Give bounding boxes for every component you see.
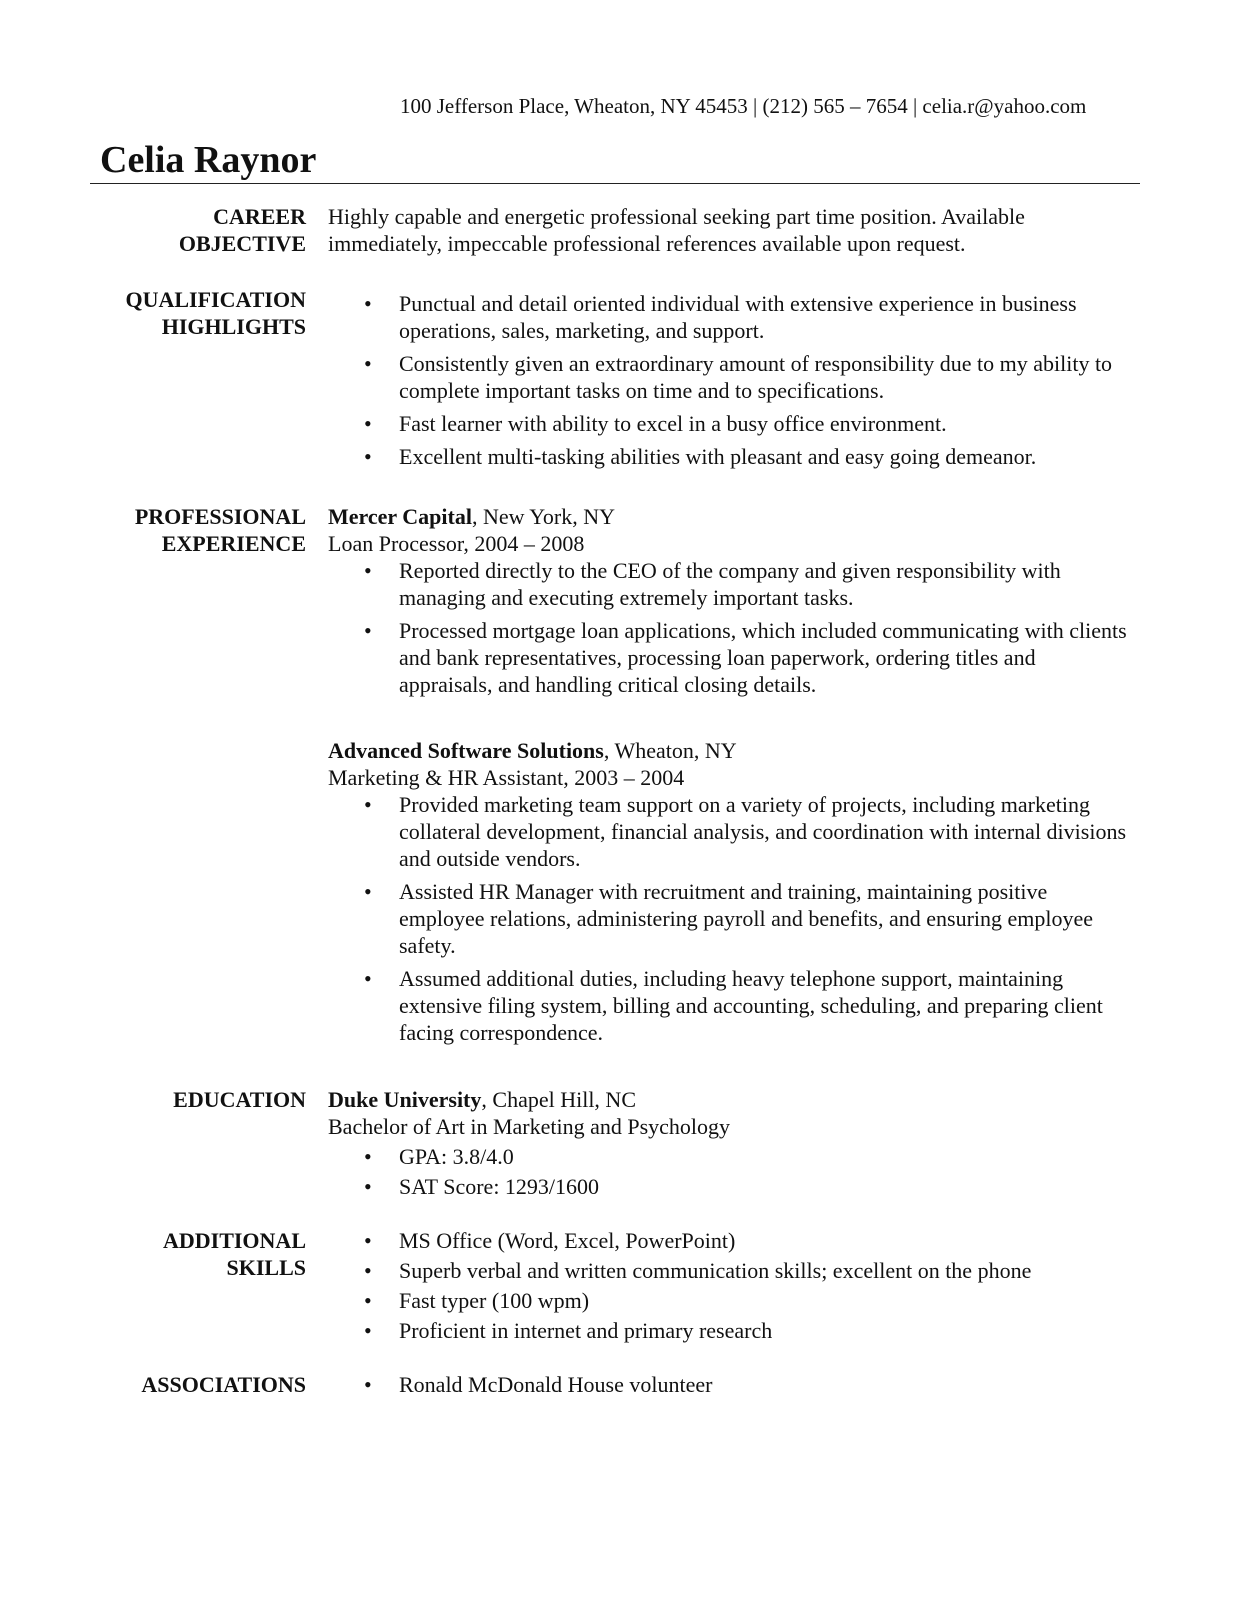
list-item: • Processed mortgage loan applications, which included communicating with clients and bank representatives, processing loan paperwork, ordering titles and appraisals, and handling critical closing details. xyxy=(328,617,1128,698)
school-name: Duke University xyxy=(328,1087,482,1112)
degree: Bachelor of Art in Marketing and Psychology xyxy=(328,1114,731,1139)
qualifications-content xyxy=(328,290,1128,476)
header-divider xyxy=(90,183,1140,184)
list-item: • Consistently given an extraordinary amount of responsibility due to my ability to complete important tasks on time and to specifications. xyxy=(328,350,1128,404)
school-location: , Chapel Hill, NC xyxy=(481,1087,636,1112)
job-heading xyxy=(328,737,1128,764)
career-objective-label xyxy=(90,203,306,257)
list-item: • Provided marketing team support on a variety of projects, including marketing collateral development, financial analysis, and coordination with internal divisions and outside vendors. xyxy=(328,791,1128,872)
list-item: • MS Office (Word, Excel, PowerPoint) xyxy=(328,1227,1128,1254)
label-line: QUALIFICATION xyxy=(125,287,306,312)
career-objective-content xyxy=(328,203,1128,257)
list-item: • Superb verbal and written communication skills; excellent on the phone xyxy=(328,1257,1128,1284)
school-heading xyxy=(328,1086,1128,1113)
associations-list xyxy=(328,1371,1128,1398)
list-item: • Proficient in internet and primary research xyxy=(328,1317,1128,1344)
associations-label xyxy=(90,1371,306,1398)
skills-content xyxy=(328,1227,1128,1347)
label-line: CAREER xyxy=(213,204,306,229)
company-location: , Wheaton, NY xyxy=(603,738,737,763)
contact-line: 100 Jefferson Place, Wheaton, NY 45453 | (212) 565 – 7654 | celia.r@yahoo.com xyxy=(400,94,1087,118)
objective-text: Highly capable and energetic professional seeking part time position. Available immediately, impeccable professional references available upon request. xyxy=(328,204,1025,256)
list-item: • Punctual and detail oriented individual with extensive experience in business operations, sales, marketing, and support. xyxy=(328,290,1128,344)
list-item: • Fast learner with ability to excel in a busy office environment. xyxy=(328,410,1128,437)
label-line: EDUCATION xyxy=(173,1087,306,1112)
list-item: • Ronald McDonald House volunteer xyxy=(328,1371,1128,1398)
list-item: • SAT Score: 1293/1600 xyxy=(328,1173,1128,1200)
associations-content xyxy=(328,1371,1128,1398)
job-duties-list xyxy=(328,791,1128,1046)
job-entry xyxy=(328,737,1128,1046)
skills-list xyxy=(328,1227,1128,1344)
label-line: EXPERIENCE xyxy=(161,531,306,556)
list-item: • Assisted HR Manager with recruitment and training, maintaining positive employee relations, administering payroll and benefits, and ensuring employee safety. xyxy=(328,878,1128,959)
label-line: OBJECTIVE xyxy=(178,231,306,256)
label-line: SKILLS xyxy=(226,1255,306,1280)
experience-content xyxy=(328,503,1128,704)
label-line: HIGHLIGHTS xyxy=(161,314,306,339)
label-line: ASSOCIATIONS xyxy=(141,1372,306,1397)
company-name: Advanced Software Solutions xyxy=(328,738,604,763)
education-content xyxy=(328,1086,1128,1203)
job-entry xyxy=(328,503,1128,698)
candidate-name: Celia Raynor xyxy=(100,139,317,181)
job-title: Marketing & HR Assistant, 2003 – 2004 xyxy=(328,765,685,790)
education-label xyxy=(90,1086,306,1113)
list-item: • Fast typer (100 wpm) xyxy=(328,1287,1128,1314)
company-name: Mercer Capital xyxy=(328,504,472,529)
company-location: , New York, NY xyxy=(471,504,615,529)
skills-label xyxy=(90,1227,306,1281)
list-item: • Reported directly to the CEO of the company and given responsibility with managing and executing extremely important tasks. xyxy=(328,557,1128,611)
list-item: • Assumed additional duties, including heavy telephone support, maintaining extensive filing system, billing and accounting, scheduling, and preparing client facing correspondence. xyxy=(328,965,1128,1046)
job-title: Loan Processor, 2004 – 2008 xyxy=(328,531,585,556)
list-item: • Excellent multi-tasking abilities with pleasant and easy going demeanor. xyxy=(328,443,1128,470)
qualifications-label xyxy=(90,286,306,340)
list-item: • GPA: 3.8/4.0 xyxy=(328,1143,1128,1170)
experience-label xyxy=(90,503,306,557)
label-line: PROFESSIONAL xyxy=(134,504,306,529)
education-list xyxy=(328,1143,1128,1200)
experience-content-2 xyxy=(328,737,1128,1052)
qualifications-list xyxy=(328,290,1128,470)
job-duties-list xyxy=(328,557,1128,698)
job-heading xyxy=(328,503,1128,530)
label-line: ADDITIONAL xyxy=(162,1228,306,1253)
